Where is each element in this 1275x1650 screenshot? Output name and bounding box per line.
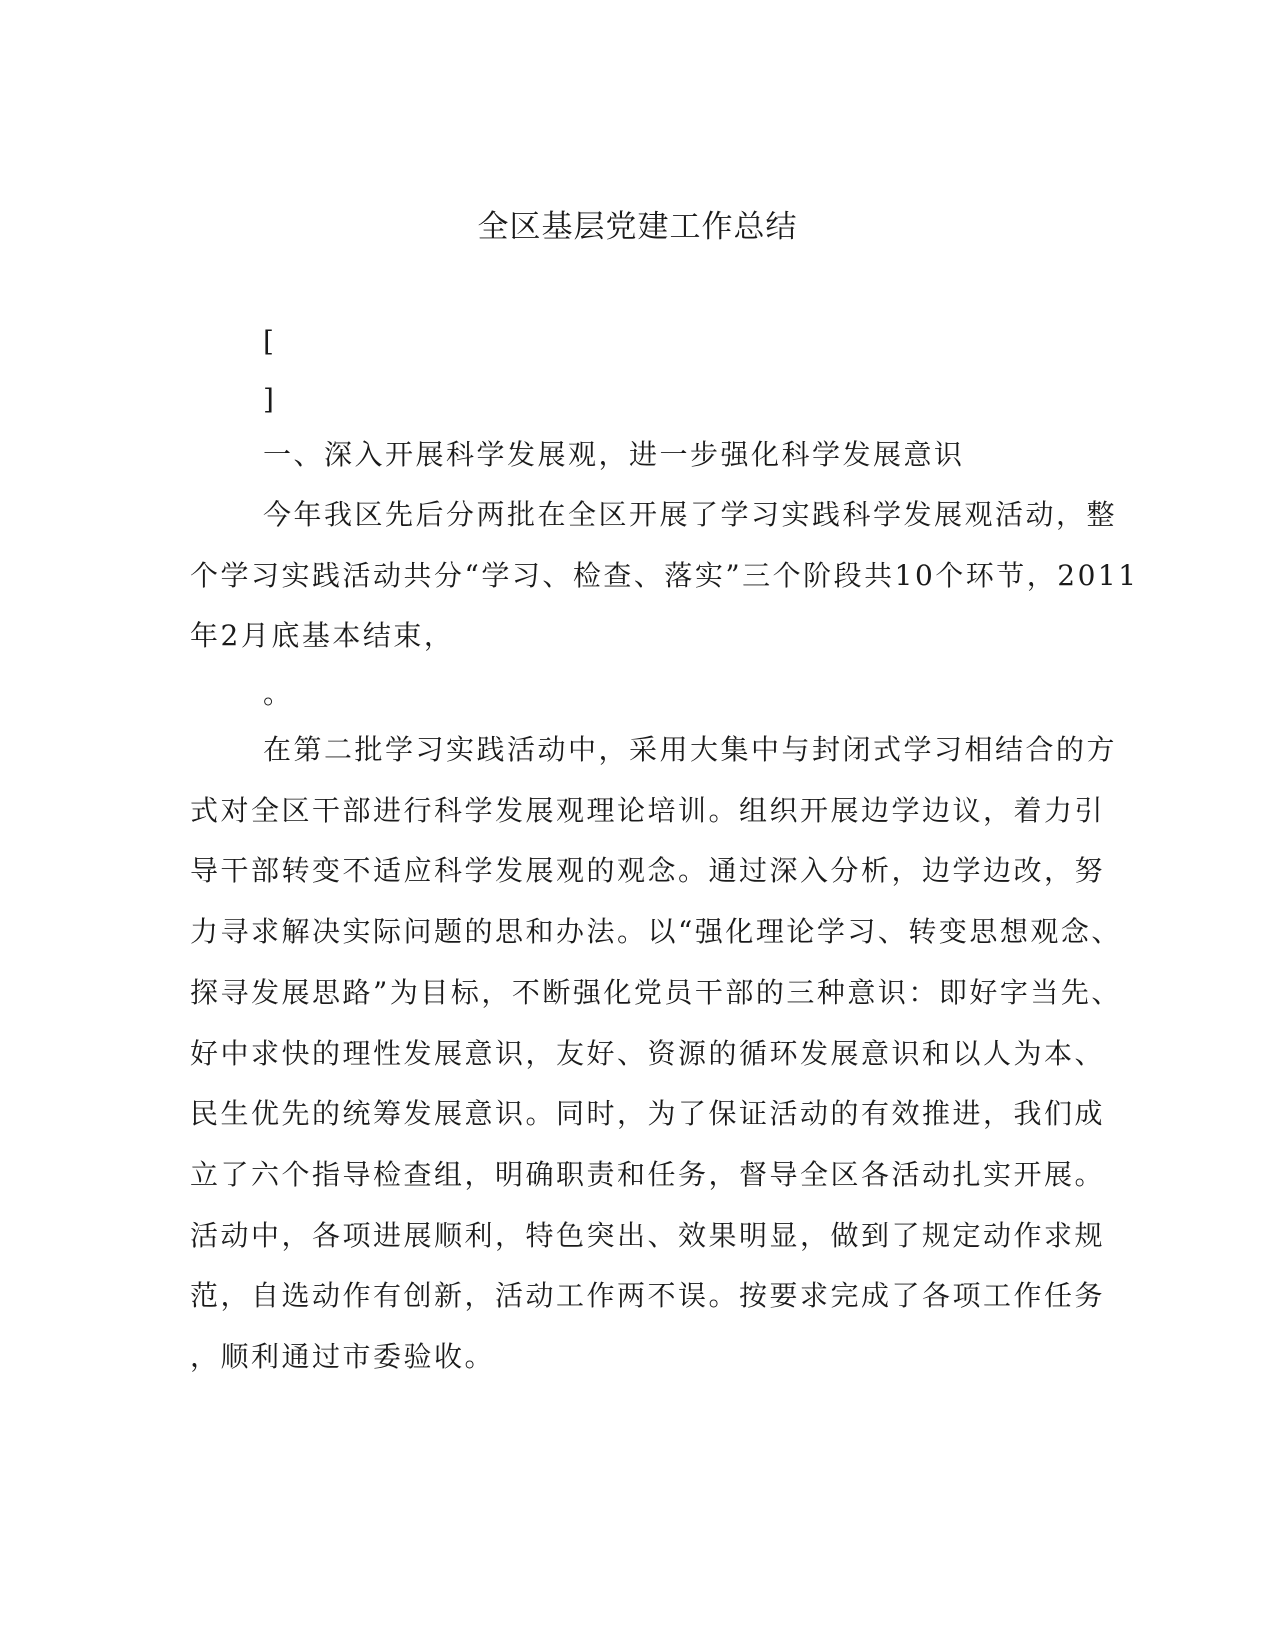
period-line: 。 [263, 677, 292, 710]
bracket-open: [ [263, 325, 274, 358]
paragraph-1 [190, 485, 1139, 667]
paragraph-line: 在第二批学习实践活动中，采用大集中与封闭式学习相结合的方 [263, 733, 1118, 766]
paragraph-line: 范，自选动作有创新，活动工作两不误。按要求完成了各项工作任务 [190, 1279, 1106, 1313]
paragraph-line: 式对全区干部进行科学发展观理论培训。组织开展边学边议，着力引 [190, 793, 1106, 827]
paragraph-line: 探寻发展思路”为目标，不断强化党员干部的三种意识：即好字当先、 [190, 975, 1122, 1009]
paragraph-line: 好中求快的理性发展意识，友好、资源的循环发展意识和以人为本、 [190, 1036, 1106, 1070]
paragraph-line: 个学习实践活动共分“学习、检查、落实”三个阶段共10个环节，2011 [190, 558, 1139, 592]
paragraph-2 [190, 720, 1122, 1388]
paragraph-line: 力寻求解决实际问题的思和办法。以“强化理论学习、转变思想观念、 [190, 915, 1122, 949]
paragraph-line: 导干部转变不适应科学发展观的观念。通过深入分析，边学边改，努 [190, 854, 1106, 888]
paragraph-line: 活动中，各项进展顺利，特色突出、效果明显，做到了规定动作求规 [190, 1218, 1106, 1252]
paragraph-line: 立了六个指导检查组，明确职责和任务，督导全区各活动扎实开展。 [190, 1157, 1106, 1191]
paragraph-line: 今年我区先后分两批在全区开展了学习实践科学发展观活动，整 [263, 498, 1118, 531]
section-heading-1: 一、深入开展科学发展观，进一步强化科学发展意识 [263, 438, 965, 471]
document-title: 全区基层党建工作总结 [477, 209, 798, 245]
bracket-close: ] [263, 383, 274, 416]
paragraph-line: 民生优先的统筹发展意识。同时，为了保证活动的有效推进，我们成 [190, 1097, 1106, 1131]
paragraph-line: 年2月底基本结束， [190, 619, 455, 653]
paragraph-line: ，顺利通过市委验收。 [190, 1340, 496, 1374]
